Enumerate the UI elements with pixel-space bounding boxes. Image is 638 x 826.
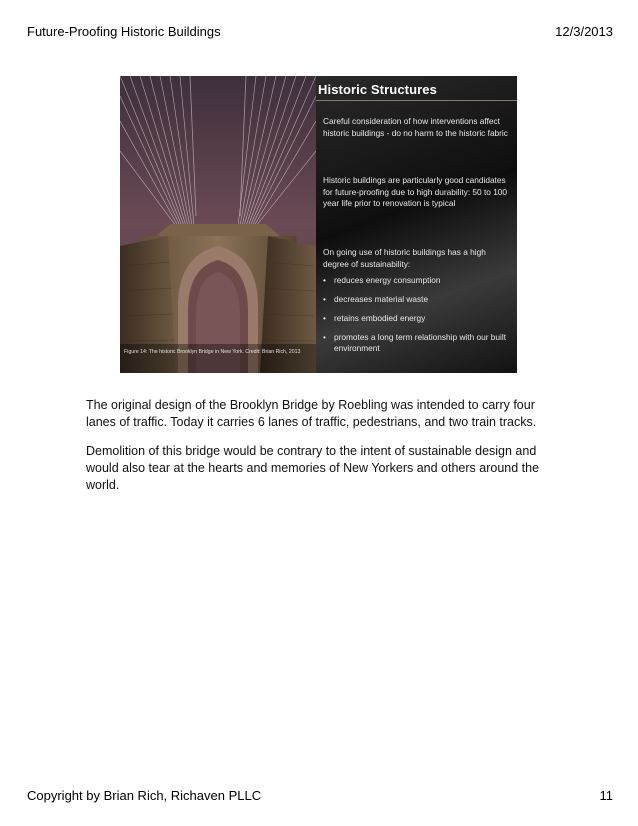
bullet-text: reduces energy consumption [334, 275, 441, 285]
body-paragraph-1: The original design of the Brooklyn Bridge by Roebling was intended to carry four lanes of traffic. Today it carries 6 lanes of traffic, pedestrians, and two train tracks. [86, 398, 537, 429]
page-number: 11 [599, 788, 613, 803]
bullet-item [323, 313, 511, 324]
header-date: 12/3/2013 [555, 24, 613, 39]
bullet-item [323, 275, 511, 286]
figure-caption: Figure 14: The historic Brooklyn Bridge in New York. Credit: Brian Rich, 2013 [124, 349, 301, 355]
title-divider [316, 100, 517, 101]
footer-copyright: Copyright by Brian Rich, Richaven PLLC [27, 788, 262, 803]
header-title: Future-Proofing Historic Buildings [27, 24, 221, 39]
bullet-dot: • [323, 294, 326, 304]
bullet-dot: • [323, 275, 326, 285]
bullet-text: promotes a long term relationship with our built environment [334, 332, 507, 353]
bullet-dot: • [323, 313, 326, 323]
bridge-photo [120, 76, 316, 373]
slide-bullet-list [323, 275, 511, 362]
bullet-text: decreases material waste [334, 294, 429, 304]
bullet-item [323, 294, 511, 305]
bullet-item [323, 332, 511, 354]
slide-title: Historic Structures [318, 82, 437, 97]
bullet-dot: • [323, 332, 326, 342]
slide-paragraph-3: On going use of historic buildings has a high degree of sustainability: [323, 247, 486, 269]
body-paragraph-2: Demolition of this bridge would be contrary to the intent of sustainable design and would also tear at the hearts and memories of New Yorkers and others around the world. [86, 444, 540, 492]
bullet-text: retains embodied energy [334, 313, 426, 323]
slide-image [120, 76, 517, 373]
slide-paragraph-1: Careful consideration of how interventions affect historic buildings - do no harm to the historic fabric [323, 116, 508, 138]
slide-paragraph-2: Historic buildings are particularly good candidates for future-proofing due to high durability: 50 to 100 year life prior to renovation is typical [323, 175, 508, 208]
